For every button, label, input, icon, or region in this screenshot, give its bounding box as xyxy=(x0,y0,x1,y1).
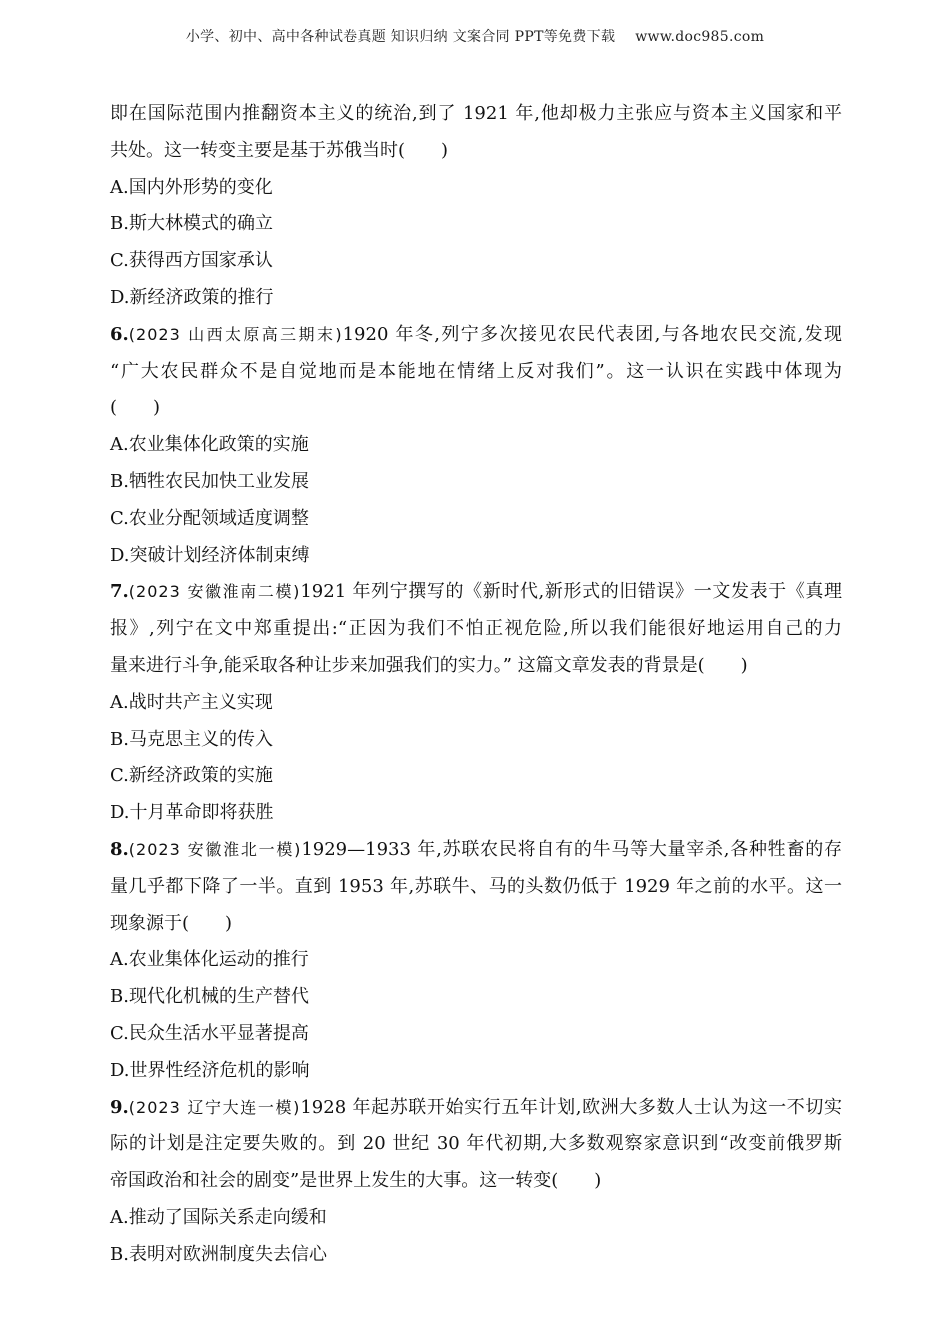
option-b: B.现代化机械的生产替代 xyxy=(110,986,309,1008)
question-source: (2023 安徽淮南二模) xyxy=(128,582,301,602)
option-a: A.农业集体化运动的推行 xyxy=(110,949,309,971)
question-text: 1920 年冬,列宁多次接见农民代表团,与各地农民交流,发现 xyxy=(342,323,842,345)
question-8 xyxy=(110,832,842,1090)
option-c: C.新经济政策的实施 xyxy=(110,765,273,787)
option-b: B.马克思主义的传入 xyxy=(110,728,273,750)
option-d: D.十月革命即将获胜 xyxy=(110,802,274,824)
question-text-line: 帝国政治和社会的剧变”是世界上发生的大事。这一转变( ) xyxy=(110,1170,602,1192)
question-source: (2023 安徽淮北一模) xyxy=(128,839,302,859)
option-a: A.推动了国际关系走向缓和 xyxy=(110,1206,327,1228)
option-c: C.民众生活水平显著提高 xyxy=(110,1022,309,1044)
question-number: 8. xyxy=(110,838,129,860)
option-c: C.获得西方国家承认 xyxy=(110,250,273,272)
question-text-line xyxy=(110,1090,842,1127)
question-text-line xyxy=(110,574,842,611)
question-number: 9. xyxy=(110,1096,129,1118)
option-a: A.农业集体化政策的实施 xyxy=(110,434,309,456)
question-text-line: “广大农民群众不是自觉地而是本能地在情绪上反对我们”。这一认识在实践中体现为 xyxy=(110,360,842,382)
question-text-line: ( ) xyxy=(110,397,161,419)
question-text-line xyxy=(110,317,842,354)
option-a: A.战时共产主义实现 xyxy=(110,691,273,713)
option-d: D.世界性经济危机的影响 xyxy=(110,1059,310,1081)
question-source: (2023 山西太原高三期末) xyxy=(128,324,343,344)
question-5 xyxy=(110,96,842,317)
question-number: 6. xyxy=(110,323,129,345)
question-source: (2023 辽宁大连一模) xyxy=(128,1097,301,1117)
header-text: 小学、初中、高中各种试卷真题 知识归纳 文案合同 PPT等免费下载 xyxy=(185,29,616,45)
option-b: B.牺牲农民加快工业发展 xyxy=(110,470,309,492)
question-9 xyxy=(110,1090,842,1274)
question-text: 1928 年起苏联开始实行五年计划,欧洲大多数人士认为这一不切实 xyxy=(300,1096,842,1118)
page-header xyxy=(0,26,950,46)
question-text: 1929—1933 年,苏联农民将自有的牛马等大量宰杀,各种牲畜的存 xyxy=(301,838,842,860)
option-b: B.表明对欧洲制度失去信心 xyxy=(110,1243,327,1265)
question-text-line: 量几乎都下降了一半。直到 1953 年,苏联牛、马的头数仍低于 1929 年之前的水平。这一 xyxy=(110,875,842,897)
header-url: www.doc985.com xyxy=(635,29,765,45)
question-text-line: 共处。这一转变主要是基于苏俄当时( ) xyxy=(110,139,449,161)
question-text-line: 量来进行斗争,能采取各种让步来加强我们的实力。” 这篇文章发表的背景是( ) xyxy=(110,654,748,676)
question-7 xyxy=(110,574,842,832)
option-c: C.农业分配领域适度调整 xyxy=(110,507,309,529)
option-b: B.斯大林模式的确立 xyxy=(110,213,273,235)
question-number: 7. xyxy=(110,581,129,603)
question-text-line: 即在国际范围内推翻资本主义的统治,到了 1921 年,他却极力主张应与资本主义国家和平 xyxy=(110,103,842,124)
option-d: D.突破计划经济体制束缚 xyxy=(110,544,310,566)
question-6 xyxy=(110,317,842,575)
question-text-line: 现象源于( ) xyxy=(110,912,233,934)
question-text-line: 际的计划是注定要失败的。到 20 世纪 30 年代初期,大多数观察家意识到“改变前俄罗斯 xyxy=(110,1133,842,1155)
exam-content xyxy=(110,96,842,1274)
question-text-line: 报》,列宁在文中郑重提出:“正因为我们不怕正视危险,所以我们能很好地运用自己的力 xyxy=(110,618,842,640)
question-text-line xyxy=(110,832,842,869)
option-a: A.国内外形势的变化 xyxy=(110,176,273,198)
option-d: D.新经济政策的推行 xyxy=(110,286,274,308)
question-text: 1921 年列宁撰写的《新时代,新形式的旧错误》一文发表于《真理 xyxy=(300,581,842,603)
